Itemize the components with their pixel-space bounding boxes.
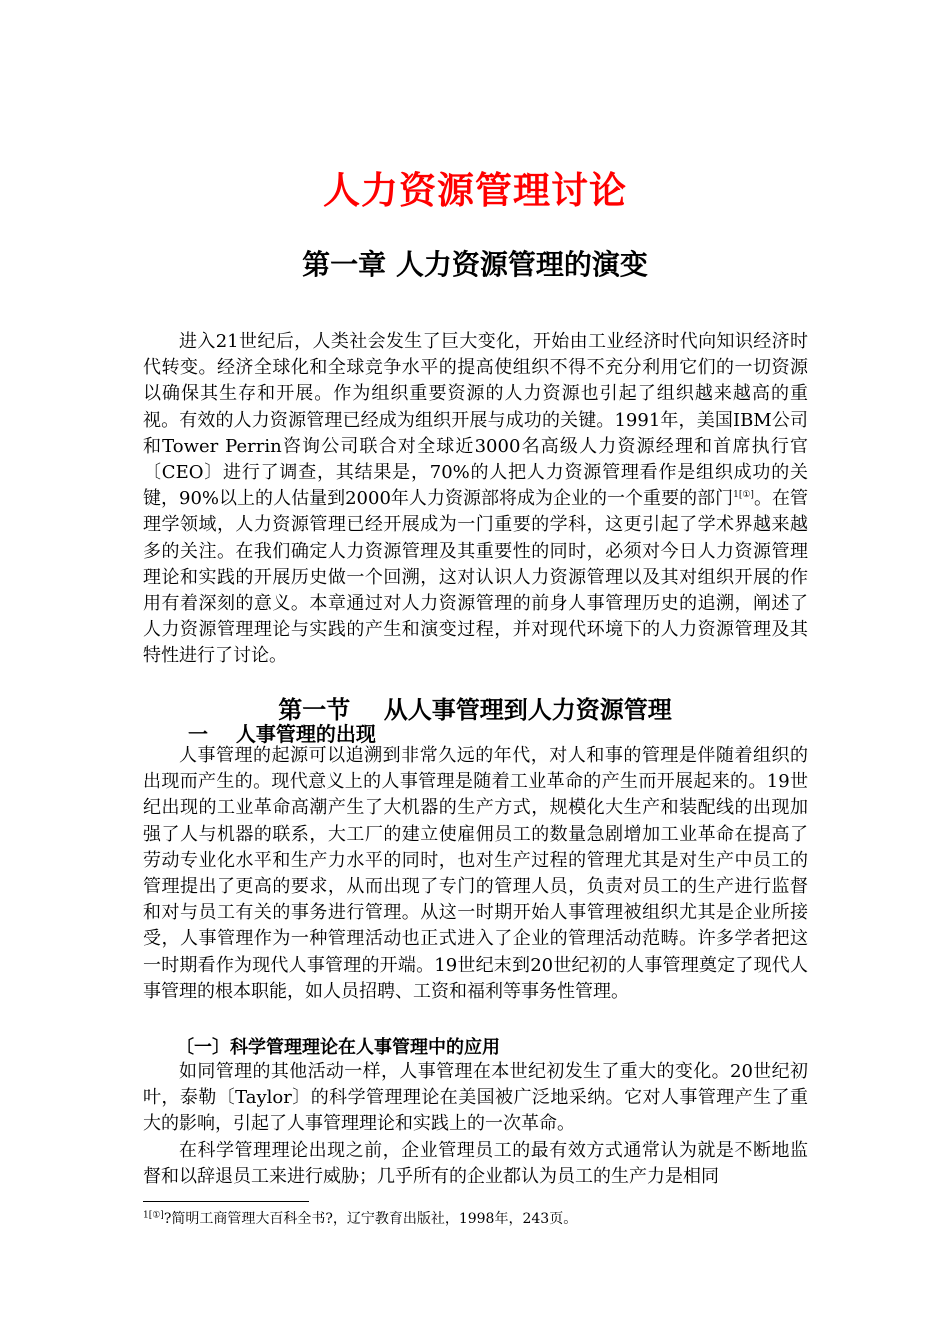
scientific-management-paragraph: 如同管理的其他活动一样，人事管理在本世纪初发生了重大的变化。20世纪初叶，泰勒〔Taylor〕的科学管理理论在美国被广泛地采纳。它对人事管理产生了重大的影响，引起了人事管理理论和实践上的一次革命。 xyxy=(143,1061,808,1135)
footnote xyxy=(143,1209,808,1229)
intro-paragraph-part1: 进入21世纪后，人类社会发生了巨大变化，开始由工业经济时代向知识经济时代转变。经济全球化和全球竞争水平的提高使组织不得不充分利用它们的一切资源以确保其生存和开展。作为组织重要资源的人力资源也引起了组织越来越高的重视。有效的人力资源管理已经成为组织开展与成功的关键。1991年，美国IBM公司和Tower Perrin咨询公司联合对全球近3000名高级人力资源经理和首席执行官〔CEO〕进行了调查，其结果是，70%的人把人力资源管理看作是组织成功的关键，90%以上的人估量到2000年人力资源部将成为企业的一个重要的部门 xyxy=(143,331,808,510)
chapter-title: 第一章 人力资源管理的演变 xyxy=(302,248,648,281)
sub-heading: 〔一〕科学管理理论在人事管理中的应用 xyxy=(176,1037,500,1058)
document-title: 人力资源管理讨论 xyxy=(323,169,627,212)
footnote-text: ?简明工商管理大百科全书?，辽宁教育出版社，1998年，243页。 xyxy=(163,1211,578,1227)
section-title: 第一节 从人事管理到人力资源管理 xyxy=(278,696,672,724)
intro-paragraph-part2: 。在管理学领域，人力资源管理已经开展成为一门重要的学科，这更引起了学术界越来越多的关注。在我们确定人力资源管理及其重要性的同时，必须对今日人力资源管理理论和实践的开展历史做一个回溯，这对认识人力资源管理以及其对组织开展的作用有着深刻的意义。本章通过对人力资源管理的前身人事管理历史的追溯，阐述了人力资源管理理论与实践的产生和演变过程，并对现代环境下的人力资源管理及其特性进行了讨论。 xyxy=(143,488,808,667)
footnote-mark: 1[①] xyxy=(143,1210,164,1221)
subsection-title: 一 人事管理的出现 xyxy=(188,722,376,746)
personnel-paragraph: 人事管理的起源可以追溯到非常久远的年代，对人和事的管理是伴随着组织的出现而产生的。现代意义上的人事管理是随着工业革命的产生而开展起来的。19世纪出现的工业革命高潮产生了大机器的生产方式，规模化大生产和装配线的出现加强了人与机器的联系，大工厂的建立使雇佣员工的数量急剧增加工业革命在提高了劳动专业化水平和生产力水平的同时，也对生产过程的管理尤其是对生产中员工的管理提出了更高的要求，从而出现了专门的管理人员，负责对员工的生产进行监督和对与员工有关的事务进行管理。从这一时期开始人事管理被组织尤其是企业所接受，人事管理作为一种管理活动也正式进入了企业的管理活动范畴。许多学者把这一时期看作为现代人事管理的开端。19世纪末到20世纪初的人事管理奠定了现代人事管理的根本职能，如人员招聘、工资和福利等事务性管理。 xyxy=(143,745,808,1002)
before-scientific-paragraph: 在科学管理理论出现之前，企业管理员工的最有效方式通常认为就是不断地监督和以辞退员工来进行威胁；几乎所有的企业都认为员工的生产力是相同 xyxy=(143,1140,808,1188)
footnote-reference[interactable]: 1[①] xyxy=(733,490,754,501)
footnote-divider xyxy=(143,1201,309,1202)
intro-paragraph xyxy=(143,329,808,670)
